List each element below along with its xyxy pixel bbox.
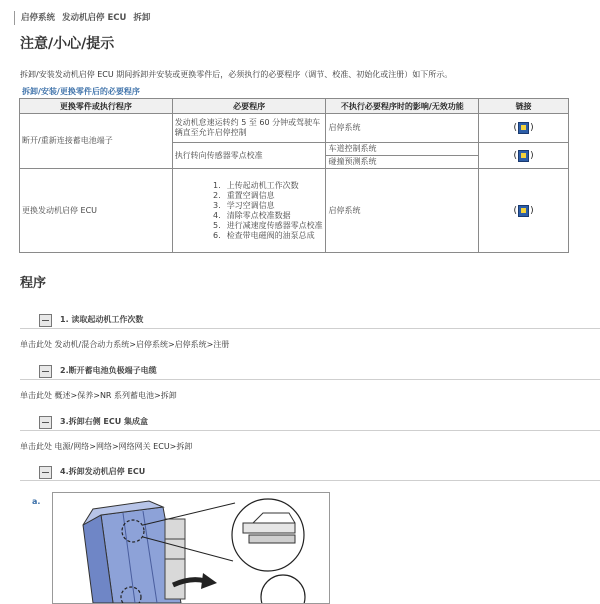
click-here-link-2[interactable]: 单击此处 概述>保养>NR 系列蓄电池>拆卸 [20,391,177,400]
cell-link[interactable] [479,143,569,169]
cell-procedure: 执行转向传感器零点校准 [172,143,326,169]
link-button[interactable]: ( ) [513,123,534,133]
step-header-3[interactable] [20,412,600,431]
list-item: 2. 重置空调信息 [213,190,275,200]
list-item: 5. 进行减速度传感器零点校准 [213,220,323,230]
cell-part: 更换发动机启停 ECU [20,169,173,253]
breadcrumb [14,11,154,25]
figure-marker: a. [32,497,41,506]
cell-procedure-list [172,169,326,253]
link-button[interactable]: ( ) [513,205,534,216]
cell-link[interactable] [479,169,569,253]
document-icon [518,122,529,134]
step-label: 2.断开蓄电池负极端子电缆 [60,366,157,375]
ecu-removal-illustration [52,492,330,604]
breadcrumb-item-removal[interactable]: 拆卸 [133,13,151,23]
collapse-icon[interactable] [39,466,52,479]
list-item: 4. 清除零点校准数据 [213,210,291,220]
step-label: 4.拆卸发动机启停 ECU [60,467,146,476]
header-link: 链接 [479,99,569,114]
header-effect: 不执行必要程序时的影响/无效功能 [326,99,479,114]
breadcrumb-item-ecu[interactable]: 发动机启停 ECU [61,13,127,23]
step-label: 3.拆卸右侧 ECU 集成盒 [60,417,149,426]
cell-link[interactable] [479,114,569,143]
table-subheading: 拆卸/安装/更换零件后的必要程序 [22,87,140,96]
cell-procedure: 发动机怠速运转约 5 至 60 分钟或驾驶车辆直至允许启停控制 [172,114,326,143]
link-button[interactable]: ( ) [513,150,534,161]
document-icon [518,150,529,162]
click-here-link-3[interactable]: 单击此处 电源/网络>网络>网络网关 ECU>拆卸 [20,442,193,451]
collapse-icon[interactable] [39,365,52,378]
list-item: 1. 上传起动机工作次数 [213,180,299,190]
list-item: 3. 学习空调信息 [213,200,275,210]
page-title: 注意/小心/提示 [20,36,115,52]
collapse-icon[interactable] [39,416,52,429]
step-label: 1. 读取起动机工作次数 [60,315,144,324]
click-here-link-1[interactable]: 单击此处 发动机/混合动力系统>启停系统>启停系统>注册 [20,340,230,349]
step-header-1[interactable] [20,310,600,329]
cell-part: 断开/重新连接蓄电池端子 [20,114,173,169]
list-item: 6. 检查带电磁阀的油泵总成 [213,230,315,240]
header-part: 更换零件或执行程序 [20,99,173,114]
step-header-4[interactable] [20,462,600,481]
cell-effect: 启停系统 [326,169,479,253]
ecu-illustration-svg [53,493,329,603]
intro-text: 拆卸/安装发动机启停 ECU 期间拆卸并安装或更换零件后，必须执行的必要程序（调节、校准、初始化或注册）如下所示。 [20,70,453,79]
table-row [20,169,569,253]
document-icon [518,205,529,217]
cell-effect: 车道控制系统 [326,143,479,156]
section-title: 程序 [20,276,47,291]
collapse-icon[interactable] [39,314,52,327]
procedure-list [175,181,324,241]
breadcrumb-item-system[interactable]: 启停系统 [21,13,56,23]
cell-effect: 碰撞预测系统 [326,156,479,169]
required-procedures-table [19,98,569,253]
cell-effect: 启停系统 [326,114,479,143]
header-procedure: 必要程序 [172,99,326,114]
step-header-2[interactable] [20,361,600,380]
table-header-row [20,99,569,114]
table-row [20,114,569,143]
